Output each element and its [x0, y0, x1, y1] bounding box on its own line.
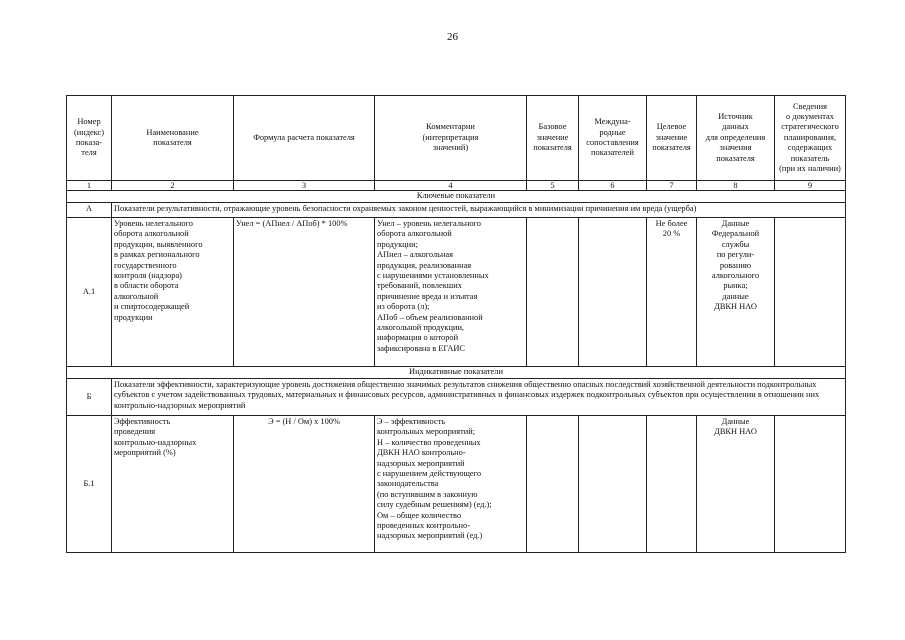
- column-number: 8: [697, 181, 775, 191]
- section-title-indicative: Индикативные показатели: [67, 367, 846, 379]
- indicator-index: Б.1: [67, 416, 112, 553]
- indicator-row-a1: [67, 218, 846, 367]
- header-cell-name: Наименование показателя: [112, 96, 234, 181]
- column-numbers-row: [67, 181, 846, 191]
- group-letter-a: А: [67, 203, 112, 218]
- indicator-data-source: Данные Федеральной службы по регули- рованию алкогольного рынка; данные ДВКН НАО: [697, 218, 775, 367]
- column-number: 7: [647, 181, 697, 191]
- column-number: 5: [527, 181, 579, 191]
- section-row-key: [67, 191, 846, 203]
- header-cell-base: Базовое значение показателя: [527, 96, 579, 181]
- group-row-a: [67, 203, 846, 218]
- indicator-formula: Унел = (АПнел / АПоб) * 100%: [234, 218, 375, 367]
- column-number: 2: [112, 181, 234, 191]
- header-cell-target: Целевое значение показателя: [647, 96, 697, 181]
- header-cell-comment: Комментарии (интерпретация значений): [375, 96, 527, 181]
- indicator-international: [579, 218, 647, 367]
- indicator-documents: [775, 218, 846, 367]
- header-cell-formula: Формула расчета показателя: [234, 96, 375, 181]
- group-text-b: Показатели эффективности, характеризующие уровень достижения общественно значимых результатов снижения общественно опасных последствий хозяйственной деятельности подконтрольных субъектов с учетом задействованных трудовых, материальных и финансовых ресурсов, административных и финансовых издержек подконтрольных субъектов при осуществлении в отношении них контрольно-надзорных мероприятий: [112, 379, 846, 416]
- page-number: 26: [447, 31, 458, 43]
- column-number: 6: [579, 181, 647, 191]
- indicator-data-source: Данные ДВКН НАО: [697, 416, 775, 553]
- indicator-formula: Э = (Н / Ом) х 100%: [234, 416, 375, 553]
- indicator-comment: Унел – уровень нелегального оборота алкогольной продукции; АПнел – алкогольная продукция, реализованная с нарушениями установленных требований, повлекших причинение вреда и изъятая из оборота (л); АПоб – объем реализованной алкогольной продукции, информация о которой зафиксирована в ЕГАИС: [375, 218, 527, 367]
- header-cell-international: Междуна- родные сопоставления показателей: [579, 96, 647, 181]
- indicator-base-value: [527, 218, 579, 367]
- indicator-comment: Э – эффективность контрольных мероприятий; Н – количество проведенных ДВКН НАО контрольно- надзорных мероприятий с нарушением действующего законодательства (по вступившим в законную силу судебным решениям) (ед.); Ом – общее количество проведенных контрольно- надзорных мероприятий (ед.): [375, 416, 527, 553]
- header-cell-index: Номер (индекс) показа- теля: [67, 96, 112, 181]
- column-number: 4: [375, 181, 527, 191]
- indicator-row-b1: [67, 416, 846, 553]
- indicator-target-value: [647, 416, 697, 553]
- indicator-base-value: [527, 416, 579, 553]
- indicators-table: [66, 95, 846, 553]
- column-number: 9: [775, 181, 846, 191]
- group-text-a: Показатели результативности, отражающие уровень безопасности охраняемых законом ценностей, выражающийся в минимизации причинения им вреда (ущерба): [112, 203, 846, 218]
- column-number: 1: [67, 181, 112, 191]
- indicator-name: Уровень нелегального оборота алкогольной продукции, выявленного в рамках регионального государственного контроля (надзора) в области оборота алкогольной и спиртосодержащей продукции: [112, 218, 234, 367]
- header-row: [67, 96, 846, 181]
- indicator-name: Эффективность проведения контрольно-надзорных мероприятий (%): [112, 416, 234, 553]
- section-title-key: Ключевые показатели: [67, 191, 846, 203]
- indicator-documents: [775, 416, 846, 553]
- indicator-international: [579, 416, 647, 553]
- group-row-b: [67, 379, 846, 416]
- section-row-indicative: [67, 367, 846, 379]
- column-number: 3: [234, 181, 375, 191]
- header-cell-documents: Сведения о документах стратегического планирования, содержащих показатель (при их наличии): [775, 96, 846, 181]
- indicator-index: А.1: [67, 218, 112, 367]
- group-letter-b: Б: [67, 379, 112, 416]
- header-cell-source: Источник данных для определения значения показателя: [697, 96, 775, 181]
- indicator-target-value: Не более 20 %: [647, 218, 697, 367]
